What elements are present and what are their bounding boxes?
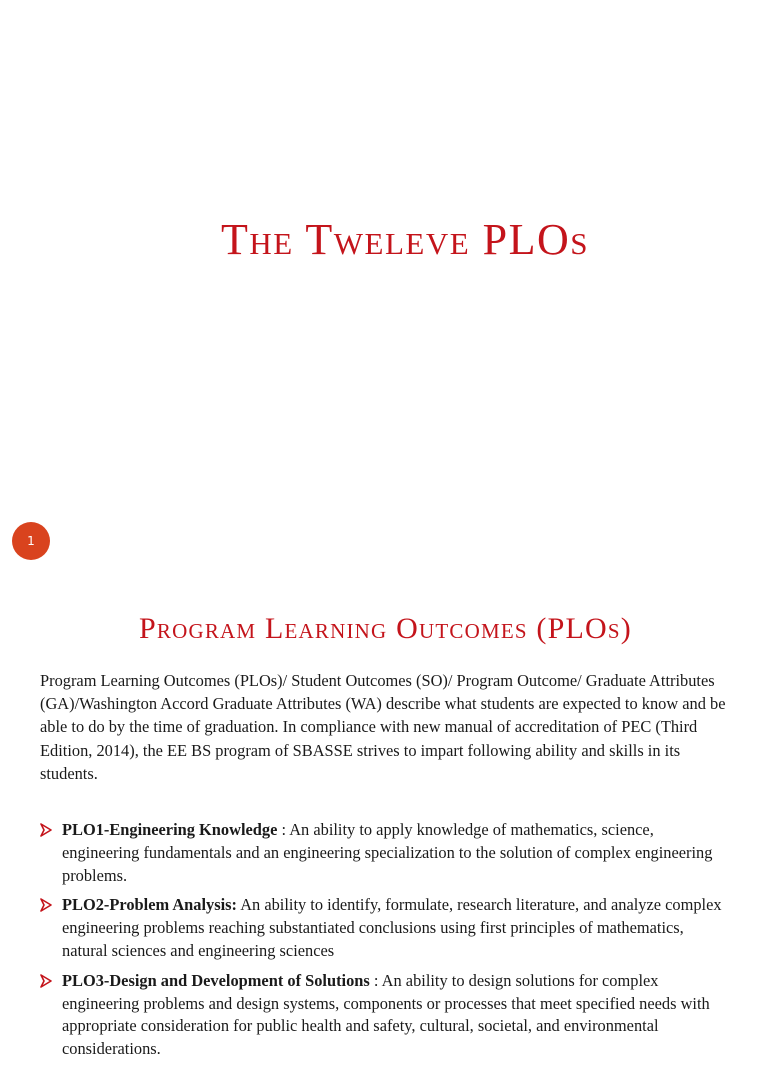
plo-description: An ability to apply knowledge of mathematics, science, engineering fundamentals and an engineering specialization to the solution of complex engineering problems. (62, 820, 713, 885)
arrow-bullet-icon (40, 823, 52, 837)
plo-description: An ability to design solutions for complex engineering problems and design systems, components or processes that meet specified needs with appropriate consideration for public health and safety, cultural, societal, and environmental considerations. (62, 970, 710, 1059)
intro-paragraph: Program Learning Outcomes (PLOs)/ Student Outcomes (SO)/ Program Outcome/ Graduate Attributes (GA)/Washington Accord Graduate Attributes (WA) describe what students are expected to know and be able to do by the time of graduation. In compliance with new manual of accreditation of PEC (Third Edition, 2014), the EE BS program of SBASSE strives to impart following ability and skills in its students. (40, 671, 726, 783)
slide-title: The Tweleve PLOs (220, 215, 590, 264)
plo-separator: : (277, 820, 290, 839)
plo-name: PLO1-Engineering Knowledge (62, 820, 278, 839)
plo-description: An ability to identify, formulate, research literature, and analyze complex engineering problems reaching substantiated conclusions using first principles of mathematics, natural sciences and engineering sciences (62, 895, 722, 960)
plo-list (0, 819, 768, 1068)
arrow-bullet-icon (40, 974, 52, 988)
section-heading: Program Learning Outcomes (PLOs) (139, 612, 632, 645)
page-number-badge (12, 522, 50, 560)
plo-name: PLO3-Design and Development of Solutions (62, 970, 370, 990)
plo-item (0, 970, 768, 1061)
arrow-bullet-icon (40, 898, 52, 912)
plo-item (0, 819, 768, 887)
plo-separator: : (369, 970, 382, 990)
plo-item (0, 894, 768, 962)
page-number: 1 (27, 534, 35, 548)
plo-name: PLO2-Problem Analysis: (62, 895, 237, 915)
